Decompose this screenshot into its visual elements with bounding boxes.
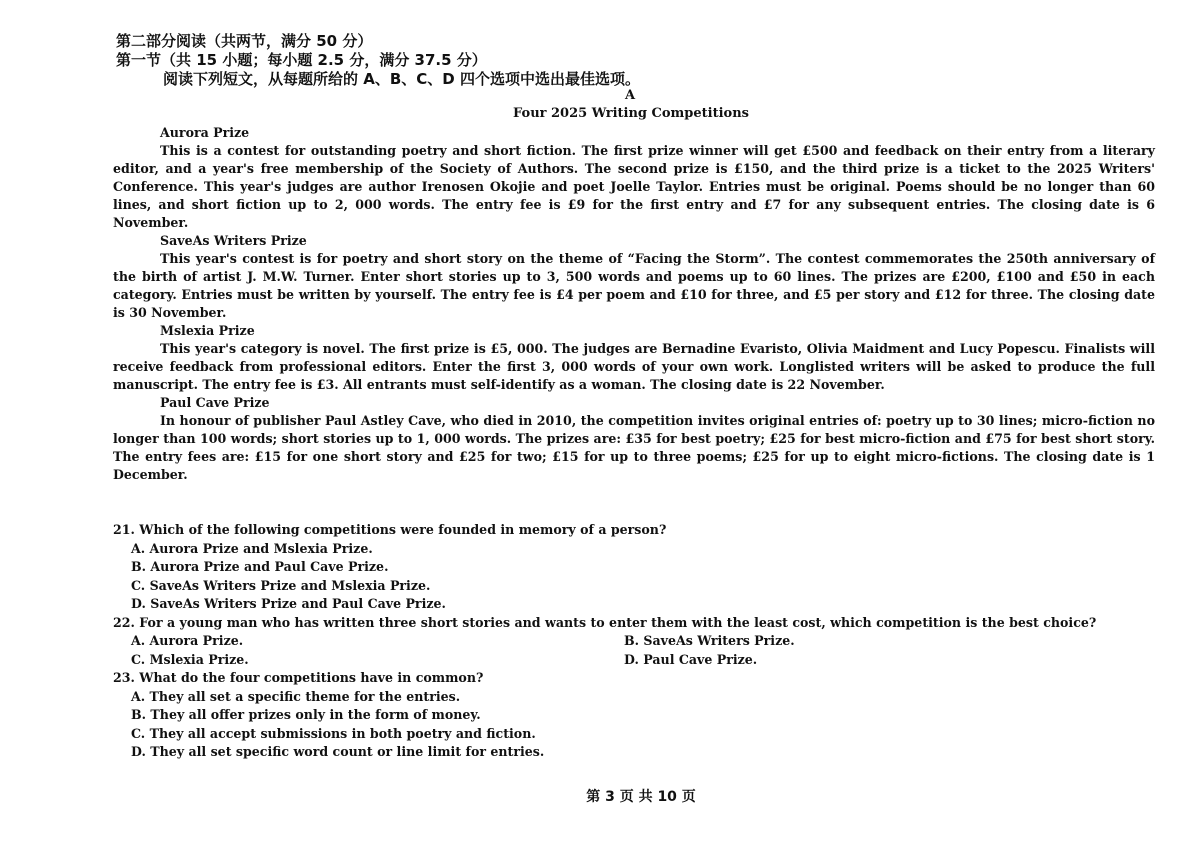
question-22-stem: 22. For a young man who has written three short stories and wants to enter them with the least cost, which competition is the best choice?: [113, 614, 1097, 630]
question-21-option-b: B. Aurora Prize and Paul Cave Prize.: [131, 559, 389, 574]
question-21-option-c: C. SaveAs Writers Prize and Mslexia Prize.: [131, 577, 431, 593]
prize-text-saveas: This year's contest is for poetry and short story on the theme of “Facing the Storm”. The contest commemorates the 250th anniversary of the birth of artist J. M.W. Turner. Enter short stories up to 3, 500 words and poems up to 60 lines. The prizes are £200, £100 and £50 in each category. Entries must be written by yourself. The entry fee is £4 per poem and £10 for three, and £5 per story and £12 for three. The closing date is 30 November.: [113, 251, 1155, 320]
question-22-option-d: D. Paul Cave Prize.: [624, 651, 758, 667]
prize-text-paul-cave: In honour of publisher Paul Astley Cave, who died in 2010, the competition invites original entries of: poetry up to 30 lines; micro-fiction no longer than 100 words; short stories up to 1, 000 words. The prizes are: £35 for best poetry; £25 for best micro-fiction and £75 for best short story. The entry fees are: £15 for one short story and £25 for two; £15 for up to three poems; £25 for up to eight micro-fictions. The closing date is 1 December.: [113, 413, 1155, 482]
question-21-stem: 21. Which of the following competitions were founded in memory of a person?: [113, 522, 667, 537]
question-22-option-a: A. Aurora Prize.: [131, 633, 244, 648]
section-heading: 第一节（共 15 小题；每小题 2.5 分，满分 37.5 分）: [116, 51, 487, 69]
question-22-option-b: B. SaveAs Writers Prize.: [624, 633, 795, 648]
passage-letter: A: [624, 88, 636, 103]
prize-text-mslexia: This year's category is novel. The first prize is £5, 000. The judges are Bernadine Evaristo, Olivia Maidment and Lucy Popescu. Finalists will receive feedback from professional editors. Enter the first 3, 000 words of your own work. Longlisted writers will be asked to produce the full manuscript. The entry fee is £3. All entrants must self-identify as a woman. The closing date is 22 November.: [113, 341, 1155, 392]
question-23-option-d: D. They all set specific word count or line limit for entries.: [131, 744, 545, 759]
prize-text-aurora: This is a contest for outstanding poetry and short fiction. The first prize winner will get £500 and feedback on their entry from a literary editor, and a year's free membership of the Society of Authors. The second prize is £150, and the third prize is a ticket to the 2025 Writers' Conference. This year's judges are author Irenosen Okojie and poet Joelle Taylor. Entries must be original. Poems should be no longer than 60 lines, and short fiction up to 2, 000 words. The entry fee is £9 for the first entry and £7 for any subsequent entries. The closing date is 6 November.: [113, 143, 1155, 230]
question-21-option-a: A. Aurora Prize and Mslexia Prize.: [131, 540, 373, 556]
question-23-option-b: B. They all offer prizes only in the form of money.: [131, 707, 481, 722]
page-number: 第 3 页 共 10 页: [586, 789, 696, 805]
question-23-stem: 23. What do the four competitions have in common?: [113, 670, 484, 685]
prize-heading-mslexia: Mslexia Prize: [160, 323, 255, 338]
question-22-option-c: C. Mslexia Prize.: [131, 651, 249, 667]
prize-heading-saveas: SaveAs Writers Prize: [160, 233, 307, 248]
question-23-option-c: C. They all accept submissions in both poetry and fiction.: [131, 725, 536, 741]
part-heading: 第二部分阅读（共两节，满分 50 分）: [116, 32, 373, 50]
question-21-option-d: D. SaveAs Writers Prize and Paul Cave Prize.: [131, 596, 446, 611]
passage-body: [113, 124, 1155, 484]
questions-block: [113, 521, 1155, 762]
prize-heading-aurora: Aurora Prize: [160, 125, 250, 140]
question-22-options: [131, 632, 1155, 669]
prize-heading-paul-cave: Paul Cave Prize: [160, 395, 270, 410]
instruction-text: 阅读下列短文，从每题所给的 A、B、C、D 四个选项中选出最佳选项。: [163, 70, 640, 88]
question-23-option-a: A. They all set a specific theme for the entries.: [131, 688, 461, 704]
passage-title: Four 2025 Writing Competitions: [513, 106, 749, 121]
